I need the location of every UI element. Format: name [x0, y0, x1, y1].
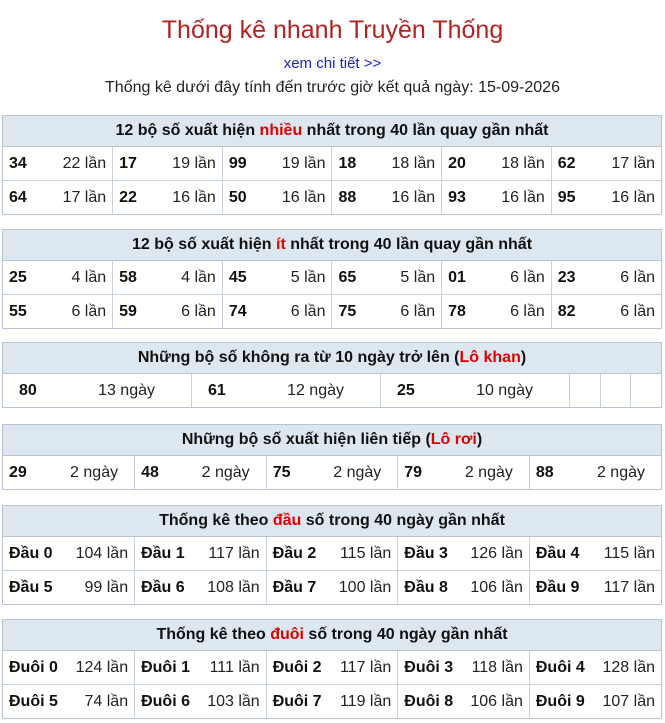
- number-label: 29: [9, 463, 27, 481]
- table-cell: [398, 571, 530, 605]
- stat-pair: [141, 545, 260, 563]
- number-label: 61: [208, 381, 226, 399]
- table-cell: [3, 651, 135, 685]
- number-label: 18: [338, 154, 357, 172]
- dau-header: Thống kê theo đầu số trong 40 ngày gần nhất: [3, 506, 661, 537]
- count-value: 2 ngày: [333, 463, 382, 481]
- date-line: Thống kê dưới đây tính đến trước giờ kết quả ngày: 15-09-2026: [105, 79, 560, 96]
- table-cell: [3, 374, 192, 407]
- number-label: 62: [557, 154, 576, 172]
- count-value: 10 ngày: [476, 381, 533, 399]
- number-label: 25: [397, 381, 415, 399]
- number-label: Đuôi 9: [535, 692, 585, 710]
- stat-pair: [558, 189, 655, 207]
- table-cell: [3, 685, 135, 719]
- table-cell: [529, 685, 661, 719]
- count-value: 6 lần: [510, 302, 545, 320]
- stat-pair: [338, 189, 435, 207]
- number-label: Đầu 8: [404, 578, 448, 596]
- count-value: 99 lần: [84, 578, 129, 596]
- stat-pair: [273, 464, 392, 482]
- number-label: 64: [9, 188, 27, 206]
- count-value: 16 lần: [501, 188, 545, 206]
- stat-pair: [338, 303, 435, 321]
- table-cell: [3, 571, 135, 605]
- table-cell: [442, 147, 552, 181]
- least-frequent-section: [2, 229, 662, 329]
- stat-pair: [404, 545, 523, 563]
- stat-pair: [387, 382, 563, 400]
- count-value: 6 lần: [181, 302, 216, 320]
- count-value: 16 lần: [391, 188, 436, 206]
- number-label: Đầu 3: [404, 544, 448, 562]
- number-label: 50: [228, 188, 247, 206]
- count-value: 6 lần: [620, 268, 655, 286]
- stat-pair: [404, 464, 523, 482]
- count-value: 104 lần: [75, 544, 129, 562]
- table-cell: [113, 295, 223, 329]
- number-label: 93: [448, 188, 466, 206]
- most-frequent-section: [2, 115, 662, 215]
- count-value: 6 lần: [620, 302, 655, 320]
- dau-table: [3, 537, 661, 604]
- most-frequent-header: 12 bộ số xuất hiện nhiều nhất trong 40 lần quay gần nhất: [3, 116, 661, 147]
- stat-pair: [404, 693, 523, 711]
- table-cell: [266, 651, 398, 685]
- stat-pair: [119, 303, 216, 321]
- count-value: 126 lần: [470, 544, 523, 562]
- table-cell: [113, 147, 223, 181]
- table-cell: [529, 651, 661, 685]
- table-cell: [3, 537, 135, 571]
- table-cell: [222, 181, 332, 215]
- table-cell: [135, 537, 267, 571]
- count-value: 16 lần: [611, 188, 655, 206]
- stat-pair: [273, 693, 392, 711]
- number-label: 59: [119, 302, 137, 320]
- count-value: 117 lần: [339, 658, 392, 676]
- lo-khan-header: Những bộ số không ra từ 10 ngày trở lên (Lô khan): [3, 343, 661, 374]
- table-cell: [398, 537, 530, 571]
- stat-pair: [9, 155, 106, 173]
- number-label: 74: [228, 302, 247, 320]
- empty-cell: [631, 374, 662, 407]
- stat-pair: [448, 269, 545, 287]
- count-value: 115 lần: [603, 544, 655, 562]
- table-cell: [332, 261, 442, 295]
- count-value: 5 lần: [400, 268, 436, 286]
- count-value: 128 lần: [602, 658, 655, 676]
- table-cell: [381, 374, 570, 407]
- number-label: 23: [557, 268, 576, 286]
- number-label: Đầu 2: [272, 544, 317, 562]
- count-value: 2 ngày: [70, 463, 119, 481]
- table-cell: [135, 685, 267, 719]
- table-cell: [3, 261, 113, 295]
- number-label: 48: [141, 463, 159, 481]
- number-label: 75: [338, 302, 357, 320]
- stat-pair: [558, 269, 655, 287]
- number-label: 99: [228, 154, 247, 172]
- count-value: 22 lần: [62, 154, 107, 172]
- table-cell: [442, 181, 552, 215]
- number-label: 95: [557, 188, 576, 206]
- empty-cell: [570, 374, 601, 407]
- number-label: 80: [19, 381, 37, 399]
- stat-pair: [9, 659, 128, 677]
- stat-pair: [536, 693, 655, 711]
- table-cell: [113, 261, 223, 295]
- stat-pair: [9, 464, 128, 482]
- number-label: Đuôi 6: [141, 692, 190, 710]
- count-value: 118 lần: [471, 658, 523, 676]
- count-value: 2 ngày: [201, 463, 250, 481]
- stat-pair: [404, 659, 523, 677]
- view-details-link[interactable]: xem chi tiết >>: [283, 55, 382, 72]
- stat-pair: [141, 464, 260, 482]
- stat-pair: [9, 303, 106, 321]
- stat-pair: [119, 189, 216, 207]
- table-cell: [222, 261, 332, 295]
- table-cell: [398, 651, 530, 685]
- stat-pair: [141, 659, 260, 677]
- number-label: Đuôi 8: [404, 692, 454, 710]
- stat-pair: [9, 579, 128, 597]
- count-value: 5 lần: [290, 268, 326, 286]
- number-label: 25: [9, 268, 27, 286]
- number-label: Đầu 1: [141, 544, 185, 562]
- table-cell: [442, 295, 552, 329]
- number-label: Đầu 7: [272, 578, 317, 596]
- stat-pair: [229, 269, 326, 287]
- stat-pair: [119, 155, 216, 173]
- count-value: 12 ngày: [287, 381, 344, 399]
- table-cell: [551, 181, 661, 215]
- number-label: 88: [338, 188, 357, 206]
- table-cell: [332, 295, 442, 329]
- count-value: 6 lần: [290, 302, 326, 320]
- stat-pair: [536, 464, 655, 482]
- count-value: 106 lần: [470, 692, 523, 710]
- number-label: Đầu 6: [141, 578, 185, 596]
- table-cell: [266, 537, 398, 571]
- count-value: 108 lần: [207, 578, 260, 596]
- table-cell: [135, 456, 267, 489]
- table-cell: [529, 456, 661, 489]
- count-value: 111 lần: [209, 658, 260, 676]
- duoi-table: [3, 651, 661, 718]
- number-label: 78: [448, 302, 466, 320]
- stat-pair: [9, 382, 185, 400]
- table-cell: [551, 147, 661, 181]
- table-cell: [551, 261, 661, 295]
- number-label: 45: [228, 268, 247, 286]
- count-value: 16 lần: [172, 188, 216, 206]
- lo-khan-table: [3, 374, 661, 407]
- stat-pair: [536, 545, 655, 563]
- stat-pair: [141, 579, 260, 597]
- stat-pair: [448, 303, 545, 321]
- table-cell: [266, 685, 398, 719]
- stat-pair: [558, 303, 655, 321]
- count-value: 17 lần: [62, 188, 107, 206]
- count-value: 106 lần: [470, 578, 523, 596]
- count-value: 18 lần: [391, 154, 436, 172]
- number-label: 20: [448, 154, 466, 172]
- stat-pair: [273, 545, 392, 563]
- count-value: 103 lần: [207, 692, 260, 710]
- stat-pair: [229, 303, 326, 321]
- stat-pair: [9, 189, 106, 207]
- page-title: Thống kê nhanh Truyền Thống: [161, 16, 504, 44]
- table-cell: [398, 456, 530, 489]
- table-cell: [135, 571, 267, 605]
- dau-section: [2, 505, 662, 605]
- count-value: 119 lần: [339, 692, 392, 710]
- count-value: 16 lần: [281, 188, 326, 206]
- number-label: 88: [535, 463, 554, 481]
- count-value: 6 lần: [71, 302, 107, 320]
- number-label: Đầu 0: [9, 544, 53, 562]
- count-value: 19 lần: [281, 154, 326, 172]
- stat-pair: [141, 693, 260, 711]
- number-label: Đuôi 0: [9, 658, 58, 676]
- number-label: Đầu 4: [535, 544, 580, 562]
- count-value: 107 lần: [602, 692, 655, 710]
- stat-pair: [448, 155, 545, 173]
- number-label: 34: [9, 154, 27, 172]
- empty-cell: [600, 374, 631, 407]
- count-value: 117 lần: [603, 578, 655, 596]
- count-value: 115 lần: [339, 544, 392, 562]
- number-label: Đầu 9: [535, 578, 580, 596]
- table-cell: [266, 571, 398, 605]
- least-frequent-header: 12 bộ số xuất hiện ít nhất trong 40 lần quay gần nhất: [3, 230, 661, 261]
- table-cell: [135, 651, 267, 685]
- number-label: Đuôi 5: [9, 692, 58, 710]
- table-cell: [222, 295, 332, 329]
- duoi-header: Thống kê theo đuôi số trong 40 ngày gần nhất: [3, 620, 661, 651]
- table-cell: [3, 295, 113, 329]
- stat-pair: [9, 269, 106, 287]
- number-label: 01: [448, 268, 466, 286]
- number-label: 22: [119, 188, 137, 206]
- stat-pair: [198, 382, 374, 400]
- count-value: 6 lần: [510, 268, 545, 286]
- stat-pair: [9, 693, 128, 711]
- number-label: Đầu 5: [9, 578, 53, 596]
- table-cell: [113, 181, 223, 215]
- number-label: 17: [119, 154, 137, 172]
- table-cell: [529, 571, 661, 605]
- stat-pair: [338, 269, 435, 287]
- table-cell: [551, 295, 661, 329]
- stat-pair: [338, 155, 435, 173]
- count-value: 19 lần: [172, 154, 216, 172]
- count-value: 124 lần: [75, 658, 129, 676]
- count-value: 74 lần: [84, 692, 129, 710]
- lo-khan-section: [2, 342, 662, 408]
- count-value: 100 lần: [338, 578, 392, 596]
- lo-roi-header: Những bộ số xuất hiện liên tiếp (Lô rơi): [3, 425, 661, 456]
- count-value: 6 lần: [400, 302, 436, 320]
- table-cell: [222, 147, 332, 181]
- stat-pair: [273, 579, 392, 597]
- table-cell: [3, 456, 135, 489]
- count-value: 2 ngày: [464, 463, 513, 481]
- number-label: Đuôi 7: [272, 692, 322, 710]
- table-cell: [332, 181, 442, 215]
- table-cell: [3, 181, 113, 215]
- duoi-section: [2, 619, 662, 719]
- table-cell: [442, 261, 552, 295]
- number-label: 79: [404, 463, 423, 481]
- table-cell: [398, 685, 530, 719]
- number-label: Đuôi 1: [141, 658, 190, 676]
- number-label: Đuôi 4: [535, 658, 585, 676]
- count-value: 13 ngày: [98, 381, 155, 399]
- count-value: 117 lần: [208, 544, 260, 562]
- stat-pair: [119, 269, 216, 287]
- number-label: 55: [9, 302, 27, 320]
- number-label: 75: [272, 463, 291, 481]
- lo-roi-table: [3, 456, 661, 489]
- count-value: 4 lần: [181, 268, 216, 286]
- number-label: 65: [338, 268, 357, 286]
- stat-pair: [536, 659, 655, 677]
- number-label: Đuôi 3: [404, 658, 454, 676]
- table-cell: [529, 537, 661, 571]
- stat-pair: [229, 155, 326, 173]
- count-value: 17 lần: [611, 154, 655, 172]
- number-label: 82: [557, 302, 576, 320]
- lo-roi-section: [2, 424, 662, 490]
- stat-pair: [9, 545, 128, 563]
- table-cell: [192, 374, 381, 407]
- stat-pair: [536, 579, 655, 597]
- stat-pair: [558, 155, 655, 173]
- count-value: 18 lần: [501, 154, 545, 172]
- count-value: 4 lần: [71, 268, 107, 286]
- count-value: 2 ngày: [596, 463, 645, 481]
- stat-pair: [404, 579, 523, 597]
- table-cell: [332, 147, 442, 181]
- number-label: 58: [119, 268, 137, 286]
- stat-pair: [273, 659, 392, 677]
- most-frequent-table: [3, 147, 661, 214]
- table-cell: [3, 147, 113, 181]
- number-label: Đuôi 2: [272, 658, 322, 676]
- least-frequent-table: [3, 261, 661, 328]
- stat-pair: [229, 189, 326, 207]
- table-cell: [266, 456, 398, 489]
- stat-pair: [448, 189, 545, 207]
